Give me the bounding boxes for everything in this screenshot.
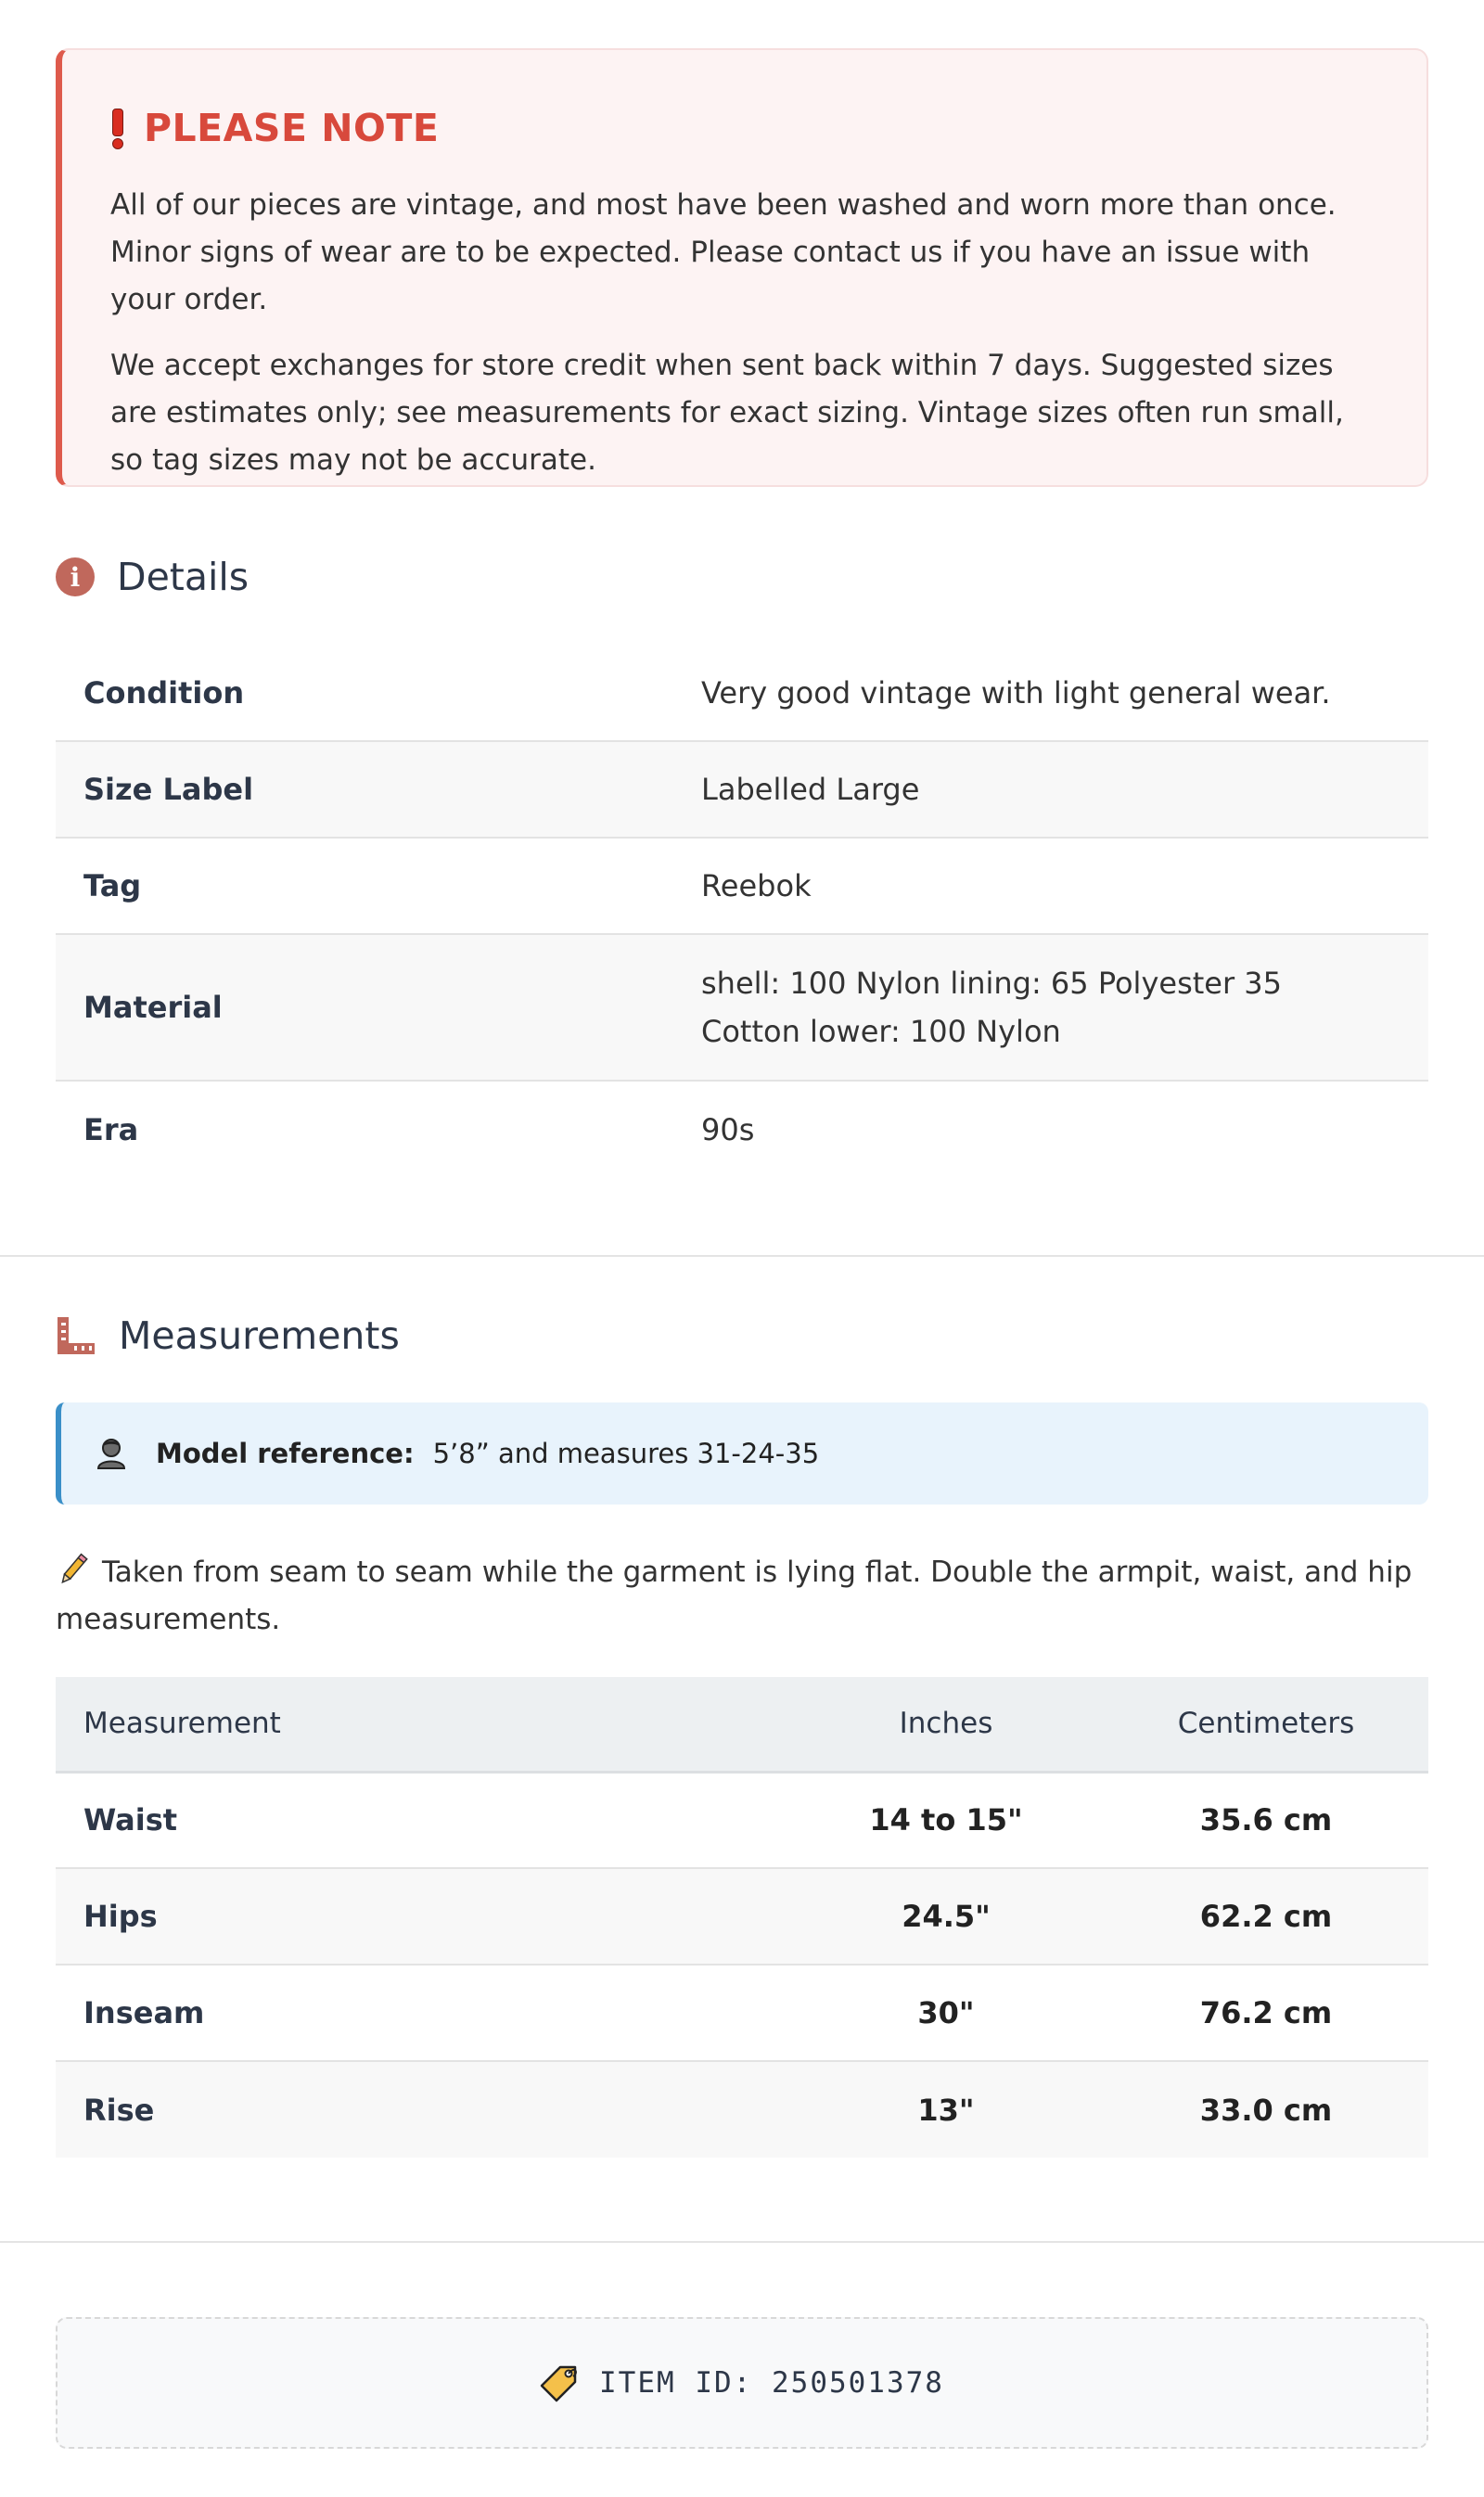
measurement-cm: 35.6 cm — [1104, 1772, 1428, 1868]
table-row — [56, 645, 1428, 741]
measurement-inches: 30" — [788, 1965, 1104, 2061]
measurement-name: Hips — [56, 1868, 788, 1965]
detail-value-material: shell: 100 Nylon lining: 65 Polyester 35 Cotton lower: 100 Nylon — [701, 966, 1283, 1049]
measurement-note-text: Taken from seam to seam while the garment is lying flat. Double the armpit, waist, and hip measurements. — [56, 1556, 1413, 1636]
column-header-inches: Inches — [788, 1677, 1104, 1772]
person-icon — [95, 1437, 128, 1470]
table-row — [56, 1868, 1428, 1965]
please-note-callout — [56, 48, 1428, 487]
info-icon: i — [56, 557, 95, 596]
detail-label-era: Era — [83, 1111, 139, 1147]
column-header-centimeters: Centimeters — [1104, 1677, 1428, 1772]
pencil-icon — [56, 1552, 91, 1587]
section-divider — [0, 2241, 1484, 2243]
measurement-name: Inseam — [56, 1965, 788, 2061]
measurement-inches: 13" — [917, 2092, 975, 2128]
item-id-box — [56, 2317, 1428, 2449]
measurement-cm: 62.2 cm — [1104, 1868, 1428, 1965]
measurement-inches: 14 to 15" — [788, 1772, 1104, 1868]
notice-paragraph-exchanges: We accept exchanges for store credit when sent back within 7 days. Suggested sizes are estimates only; see measurements for exact sizing. Vintage sizes often run small, so tag sizes may not be accurate. — [110, 349, 1344, 477]
detail-value-era: 90s — [701, 1111, 755, 1147]
notice-title-row — [110, 106, 1380, 150]
model-reference-label: Model reference: — [156, 1438, 415, 1469]
detail-value-tag: Reebok — [701, 868, 812, 903]
section-divider — [0, 1255, 1484, 1257]
ruler-icon — [56, 1315, 96, 1356]
measurement-cm: 76.2 cm — [1104, 1965, 1428, 2061]
detail-label-tag: Tag — [83, 868, 142, 903]
table-row — [56, 741, 1428, 838]
measurement-inches: 24.5" — [788, 1868, 1104, 1965]
item-id-label: ITEM ID: 250501378 — [599, 2366, 944, 2400]
detail-value-condition: Very good vintage with light general wear. — [701, 674, 1331, 711]
table-row — [56, 1965, 1428, 2061]
model-reference-callout — [56, 1402, 1428, 1505]
measurement-name: Rise — [83, 2092, 155, 2128]
model-reference-value: 5’8” and measures 31-24-35 — [432, 1438, 820, 1469]
table-row — [56, 934, 1428, 1081]
details-heading-text: Details — [117, 555, 249, 599]
detail-label-size: Size Label — [83, 772, 254, 807]
notice-paragraph-wear: All of our pieces are vintage, and most have been washed and worn more than once. Minor signs of wear are to be expected. Please contact us if you have an issue with your order. — [110, 188, 1337, 316]
table-header-row — [56, 1677, 1428, 1772]
table-row — [56, 838, 1428, 934]
notice-title: PLEASE NOTE — [144, 106, 440, 150]
table-row — [56, 1772, 1428, 1868]
measurements-heading-text: Measurements — [119, 1313, 400, 1358]
detail-label-condition: Condition — [83, 674, 245, 711]
details-heading — [56, 555, 249, 599]
column-header-measurement: Measurement — [56, 1677, 788, 1772]
table-row — [56, 1081, 1428, 1177]
measurements-table — [56, 1677, 1428, 2158]
details-table — [56, 645, 1428, 1177]
measurement-cm: 33.0 cm — [1199, 2092, 1333, 2128]
measurement-name: Waist — [56, 1772, 788, 1868]
table-row — [56, 2061, 1428, 2158]
exclamation-icon — [110, 109, 123, 147]
measurement-note — [56, 1549, 1428, 1644]
detail-label-material: Material — [83, 990, 223, 1025]
tag-icon — [540, 2363, 579, 2402]
measurements-heading — [56, 1313, 400, 1358]
detail-value-size: Labelled Large — [701, 772, 920, 807]
